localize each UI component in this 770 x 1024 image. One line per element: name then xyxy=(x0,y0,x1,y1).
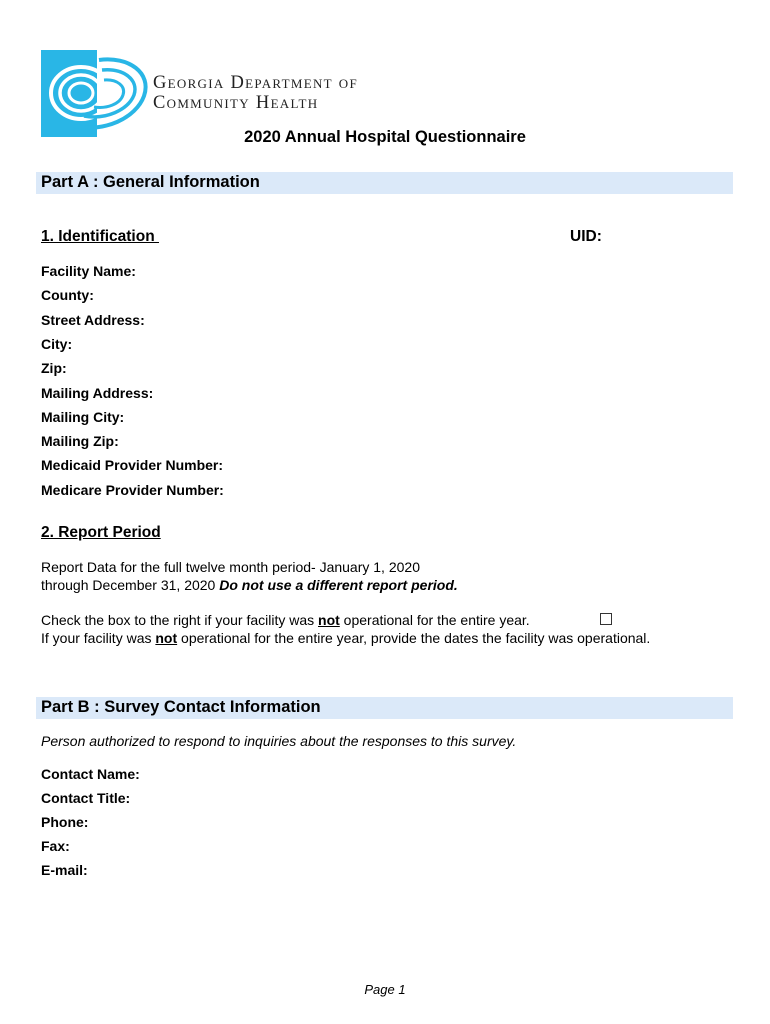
organization-name-line2: Community Health xyxy=(153,93,319,113)
dates-instruction-pre: If your facility was xyxy=(41,630,156,646)
identification-field-label-3: Street Address: xyxy=(41,311,145,328)
page-number: Page 1 xyxy=(364,982,406,997)
part-b-heading: Part B : Survey Contact Information xyxy=(41,698,321,716)
identification-field-label-2: County: xyxy=(41,287,94,304)
report-period-line2 xyxy=(41,576,458,594)
organization-name-line1: Georgia Department of xyxy=(153,73,359,93)
identification-heading: 1. Identification xyxy=(41,228,159,245)
contact-field-label-2: Contact Title: xyxy=(41,790,131,806)
contact-field-label-5: E-mail: xyxy=(41,862,88,878)
document-title: 2020 Annual Hospital Questionnaire xyxy=(244,128,526,146)
identification-field-label-4: City: xyxy=(41,335,73,352)
contact-field-label-3: Phone: xyxy=(41,814,89,830)
report-period-line2-text: through December 31, 2020 xyxy=(41,577,220,593)
dates-instruction-not: not xyxy=(155,630,178,646)
contact-field-label-1: Contact Name: xyxy=(41,766,140,782)
identification-field-label-10: Medicare Provider Number: xyxy=(41,481,224,498)
report-period-line1: Report Data for the full twelve month period- January 1, 2020 xyxy=(41,559,420,575)
report-period-heading: 2. Report Period xyxy=(41,524,161,541)
check-instruction-pre: Check the box to the right if your facility was xyxy=(41,612,319,628)
operational-dates-instruction xyxy=(41,629,650,647)
part-b-instruction: Person authorized to respond to inquiries about the responses to this survey. xyxy=(41,733,517,749)
part-a-heading: Part A : General Information xyxy=(41,173,260,191)
not-operational-checkbox[interactable] xyxy=(600,613,612,625)
identification-field-label-9: Medicaid Provider Number: xyxy=(41,457,224,474)
identification-field-label-7: Mailing City: xyxy=(41,408,125,425)
identification-field-label-1: Facility Name: xyxy=(41,263,136,279)
check-instruction-post: operational for the entire year. xyxy=(339,612,530,628)
identification-field-label-5: Zip: xyxy=(41,360,67,377)
uid-label: UID: xyxy=(570,228,602,245)
dates-instruction-post: operational for the entire year, provide the dates the facility was operational. xyxy=(177,630,651,646)
check-instruction-not: not xyxy=(318,612,340,628)
identification-field-label-6: Mailing Address: xyxy=(41,384,154,401)
contact-field-label-4: Fax: xyxy=(41,838,70,854)
identification-field-label-8: Mailing Zip: xyxy=(41,433,119,450)
not-operational-instruction xyxy=(41,611,530,629)
report-period-warning: Do not use a different report period. xyxy=(219,577,458,593)
